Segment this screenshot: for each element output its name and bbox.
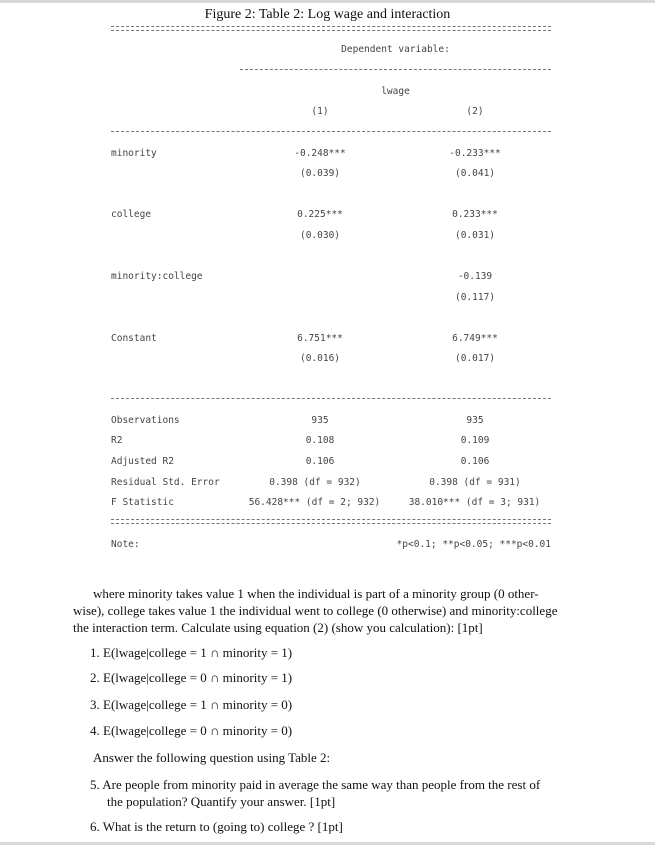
dependent-variable-name: lwage [381,86,410,97]
coef-col2: -0.139 [457,271,493,282]
header-rule [111,131,551,132]
stat-col1: 935 [311,415,329,426]
row-label-minority: minority [111,148,157,159]
question-3: 3. E(lwage|college = 1 ∩ minority = 0) [90,697,293,712]
dependent-rule [240,69,551,70]
coef-col2: 6.749*** [452,333,498,344]
question-4: 4. E(lwage|college = 0 ∩ minority = 0) [90,723,293,738]
row-label-college: college [111,209,152,220]
question-5: 5. Are people from minority paid in average the same way than people from the rest of [90,777,541,792]
stat-col1: 0.106 [305,456,335,467]
question-6: 6. What is the return to (going to) college ? [1pt] [90,819,343,834]
coef-col1: -0.248*** [294,148,346,159]
stat-col1: 0.108 [305,435,335,446]
answer-intro: Answer the following question using Table 2: [93,750,331,765]
stat-col2: 0.109 [460,435,490,446]
column-header-1: (1) [311,106,329,117]
stat-col1: 0.398 (df = 932) [269,477,361,488]
row-label-constant: Constant [111,333,157,344]
question-1: 1. E(lwage|college = 1 ∩ minority = 1) [90,645,293,660]
coef-col1: 6.751*** [297,333,343,344]
se-col2: (0.117) [454,292,496,303]
stat-label-residual-se: Residual Std. Error [111,477,220,488]
stat-label-observations: Observations [111,415,180,426]
stat-label-adjusted-r2: Adjusted R2 [111,456,174,467]
se-col1: (0.030) [299,230,341,241]
se-col1: (0.016) [299,353,341,364]
se-col2: (0.031) [454,230,496,241]
row-label-minority-college: minority:college [111,271,203,282]
stat-label-r2: R2 [111,435,123,446]
se-col2: (0.017) [454,353,496,364]
column-header-2: (2) [466,106,484,117]
note-label: Note: [111,539,140,550]
stat-label-f-statistic: F Statistic [111,497,174,508]
stat-col2: 0.106 [460,456,490,467]
coef-col2: 0.233*** [452,209,498,220]
se-col1: (0.039) [299,168,341,179]
dependent-variable-label: Dependent variable: [341,44,450,55]
significance-note: *p<0.1; **p<0.05; ***p<0.01 [396,539,551,550]
question-2: 2. E(lwage|college = 0 ∩ minority = 1) [90,670,293,685]
paragraph-line: wise), college takes value 1 the individual went to college (0 otherwise) and minority:college [73,603,558,618]
page-top-border [0,0,655,3]
paragraph-line: the interaction term. Calculate using equation (2) (show you calculation): [1pt] [73,620,483,635]
stat-col1: 56.428*** (df = 2; 932) [248,497,381,508]
stats-rule [111,398,551,399]
coef-col1: 0.225*** [297,209,343,220]
stat-col2: 38.010*** (df = 3; 931) [408,497,541,508]
stat-col2: 0.398 (df = 931) [429,477,521,488]
table-top-rule [111,26,551,31]
question-5-continued: the population? Quantify your answer. [1pt] [107,794,336,809]
coef-col2: -0.233*** [449,148,501,159]
se-col2: (0.041) [454,168,496,179]
stat-col2: 935 [466,415,484,426]
paragraph-line: where minority takes value 1 when the individual is part of a minority group (0 other- [93,586,539,601]
notes-rule [111,519,551,524]
figure-caption: Figure 2: Table 2: Log wage and interaction [204,7,451,22]
